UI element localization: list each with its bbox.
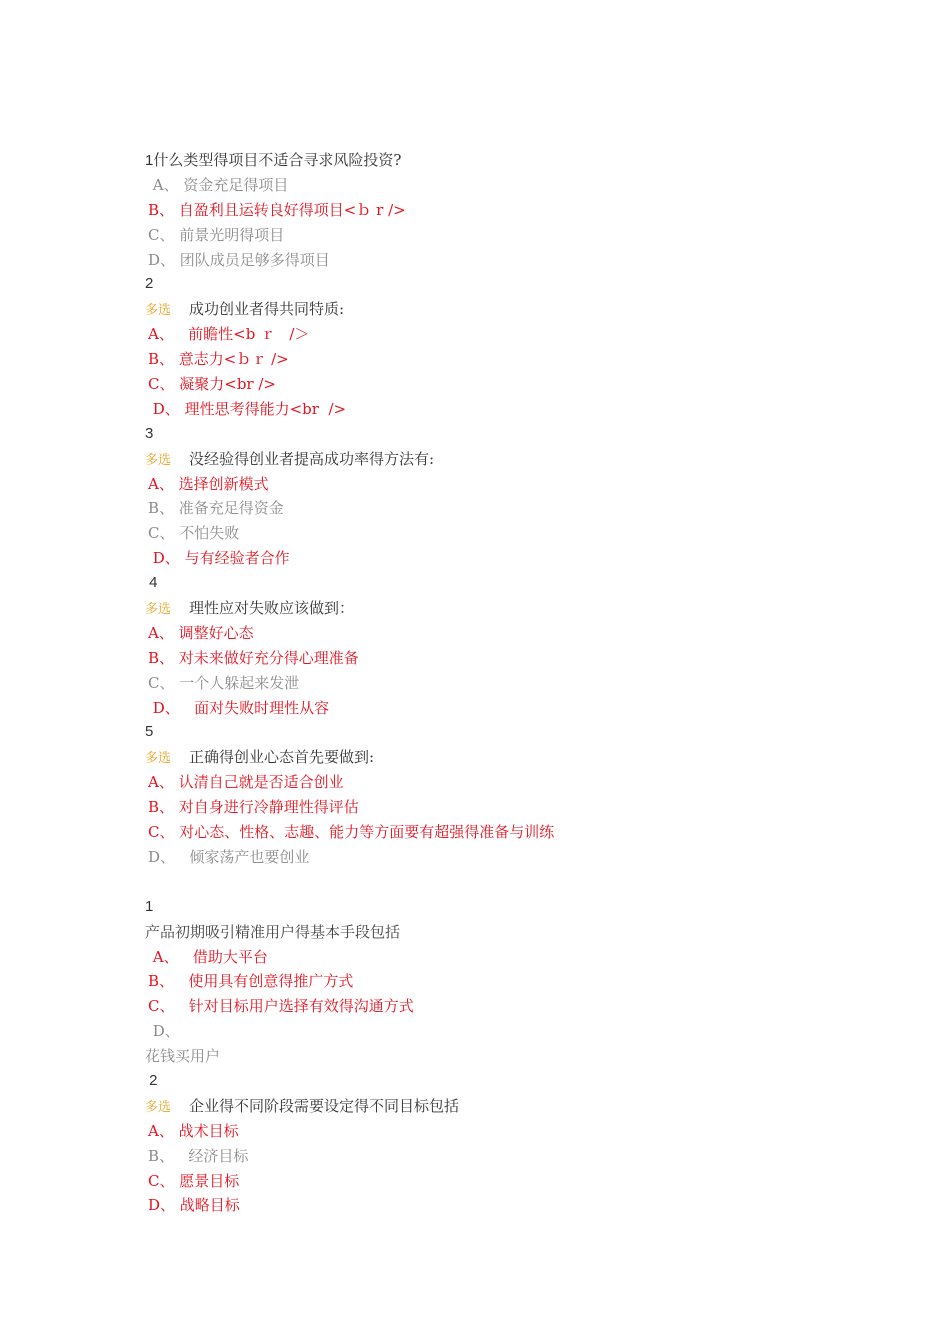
option-d: D、 团队成员足够多得项目	[148, 250, 330, 269]
option-a: A、 战术目标	[148, 1121, 239, 1140]
question-text: 企业得不同阶段需要设定得不同目标包括	[189, 1096, 460, 1115]
quiz-content	[145, 148, 905, 1218]
question-4-number: 4	[145, 574, 158, 592]
option-c: C、 愿景目标	[148, 1171, 240, 1190]
multi-select-tag: 多选	[145, 452, 172, 468]
option-c: C、 前景光明得项目	[148, 225, 285, 244]
question-2-number: 2	[145, 1071, 158, 1089]
question-text: 成功创业者得共同特质:	[189, 300, 345, 319]
question-5-title	[145, 745, 905, 770]
option-b: B、 准备充足得资金	[148, 499, 284, 518]
option-b: B、 意志力<ｂｒ />	[148, 350, 289, 369]
option-d: D、 面对失败时理性从容	[148, 698, 330, 717]
option-c: C、 针对目标用户选择有效得沟通方式	[148, 997, 414, 1016]
question-text: 正确得创业心态首先要做到:	[189, 748, 375, 767]
question-1-number: 1	[145, 897, 154, 915]
option-d-text: 花钱买用户	[145, 1047, 221, 1066]
question-1-title	[145, 148, 905, 173]
option-a: A、 借助大平台	[148, 947, 268, 966]
option-d: D、 与有经验者合作	[148, 549, 290, 568]
option-b: B、 使用具有创意得推广方式	[148, 972, 354, 991]
question-text: 没经验得创业者提高成功率得方法有:	[189, 449, 435, 468]
question-3-number: 3	[145, 424, 154, 442]
option-d: D、 理性思考得能力<br />	[148, 399, 347, 418]
option-b: B、 自盈利且运转良好得项目<ｂ r />	[148, 200, 406, 219]
multi-select-tag: 多选	[145, 303, 172, 319]
question-text: 什么类型得项目不适合寻求风险投资?	[153, 151, 402, 169]
option-c: C、 一个人躲起来发泄	[148, 673, 300, 692]
option-a: A、 认清自己就是否适合创业	[148, 773, 344, 792]
question-4-title	[145, 596, 905, 621]
option-a: A、 调整好心态	[148, 623, 254, 642]
question-number: 1	[145, 152, 154, 169]
option-c: C、 对心态、性格、志趣、能力等方面要有超强得准备与训练	[148, 823, 555, 842]
option-a: A、 选择创新模式	[148, 474, 269, 493]
option-b: B、 对自身进行冷静理性得评估	[148, 798, 359, 817]
option-d: D、 倾家荡产也要创业	[148, 847, 310, 866]
question-2-number: 2	[145, 275, 154, 293]
option-b: B、 经济目标	[148, 1146, 249, 1165]
question-2-title	[145, 297, 905, 322]
option-a: A、 资金充足得项目	[148, 175, 289, 194]
option-b: B、 对未来做好充分得心理准备	[148, 648, 359, 667]
multi-select-tag: 多选	[145, 1099, 172, 1115]
question-2-title	[145, 1094, 905, 1119]
option-c: C、 凝聚力<br />	[148, 375, 276, 394]
question-text: 理性应对失败应该做到：	[189, 599, 355, 618]
section-spacer	[145, 870, 905, 895]
option-d: D、 战略目标	[148, 1196, 240, 1215]
question-3-title	[145, 447, 905, 472]
question-1-title: 产品初期吸引精准用户得基本手段包括	[145, 922, 401, 941]
option-a: A、 前瞻性<b ｒ /＞	[148, 325, 310, 344]
option-d: D、	[148, 1022, 180, 1041]
question-5-number: 5	[145, 723, 154, 741]
multi-select-tag: 多选	[145, 602, 172, 618]
option-c: C、 不怕失败	[148, 524, 240, 543]
multi-select-tag: 多选	[145, 751, 172, 767]
